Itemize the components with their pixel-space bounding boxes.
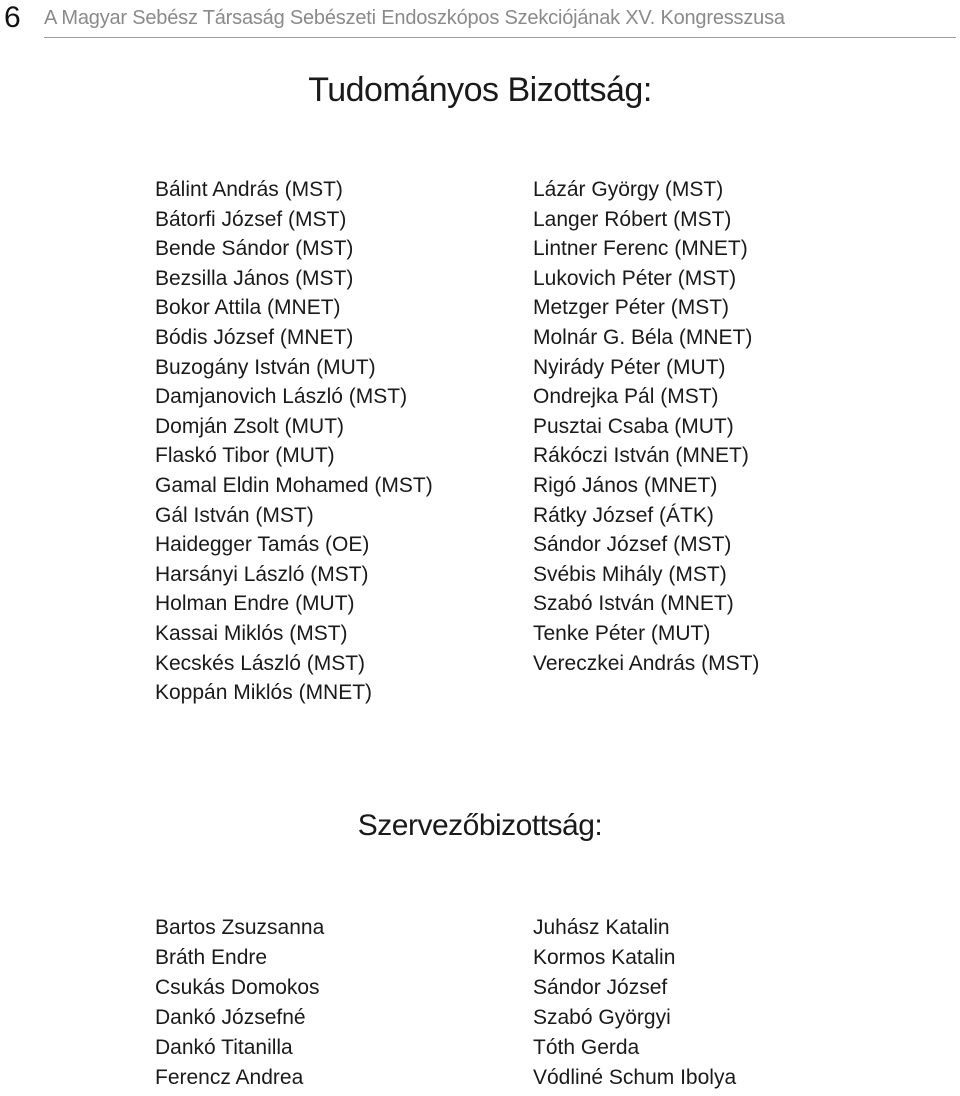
committee-member: Langer Róbert (MST) xyxy=(533,207,732,231)
committee-member: Bende Sándor (MST) xyxy=(155,237,354,261)
page-number: 6 xyxy=(4,1,21,34)
organizer-member: Vódliné Schum Ibolya xyxy=(533,1066,737,1089)
committee-member: Vereczkei András (MST) xyxy=(533,651,760,675)
committee-member: Bódis József (MNET) xyxy=(155,325,354,349)
committee-member: Holman Endre (MUT) xyxy=(155,592,355,616)
page-header xyxy=(0,0,960,40)
committee-member: Sándor József (MST) xyxy=(533,533,732,557)
committee-member: Pusztai Csaba (MUT) xyxy=(533,414,734,438)
committee-member: Harsányi László (MST) xyxy=(155,562,369,586)
organizer-member: Ferencz Andrea xyxy=(155,1066,304,1089)
committee-member: Bátorfi József (MST) xyxy=(155,207,347,231)
committee-member: Kecskés László (MST) xyxy=(155,651,366,675)
running-title: A Magyar Sebész Társaság Sebészeti Endoszkópos Szekciójának XV. Kongresszusa xyxy=(44,7,785,29)
scientific-committee-title: Tudományos Bizottság: xyxy=(308,71,652,109)
organizer-member: Sándor József xyxy=(533,976,668,999)
committee-member: Gamal Eldin Mohamed (MST) xyxy=(155,473,433,497)
committee-member: Metzger Péter (MST) xyxy=(533,296,730,320)
committee-member: Rigó János (MNET) xyxy=(533,473,718,497)
committee-member: Lintner Ferenc (MNET) xyxy=(533,237,748,261)
committee-member: Tenke Péter (MUT) xyxy=(533,621,711,645)
organizer-member: Csukás Domokos xyxy=(155,976,320,999)
organizer-member: Bartos Zsuzsanna xyxy=(155,916,325,939)
committee-member: Lázár György (MST) xyxy=(533,178,724,201)
committee-member: Bokor Attila (MNET) xyxy=(155,296,341,320)
organizing-committee-title: Szervezőbizottság: xyxy=(357,809,603,842)
committee-member: Domján Zsolt (MUT) xyxy=(155,414,345,438)
scientific-committee-left-list xyxy=(155,175,433,708)
committee-member: Flaskó Tibor (MUT) xyxy=(155,444,335,468)
committee-member: Bezsilla János (MST) xyxy=(155,266,354,290)
committee-member: Rátky József (ÁTK) xyxy=(533,503,714,527)
committee-member: Molnár G. Béla (MNET) xyxy=(533,325,753,349)
committee-member: Koppán Miklós (MNET) xyxy=(155,681,373,705)
committee-member: Rákóczi István (MNET) xyxy=(533,444,749,468)
committee-member: Damjanovich László (MST) xyxy=(155,385,408,409)
committee-member: Szabó István (MNET) xyxy=(533,592,734,616)
organizer-member: Bráth Endre xyxy=(155,946,268,969)
organizer-member: Juhász Katalin xyxy=(533,916,670,939)
organizer-member: Kormos Katalin xyxy=(533,946,676,969)
committee-member: Bálint András (MST) xyxy=(155,178,343,201)
committee-member: Haidegger Tamás (OE) xyxy=(155,533,370,557)
committee-member: Svébis Mihály (MST) xyxy=(533,562,727,586)
committee-member: Lukovich Péter (MST) xyxy=(533,266,737,290)
committee-member: Kassai Miklós (MST) xyxy=(155,621,348,645)
organizing-committee-left-list xyxy=(155,913,324,1093)
committee-member: Buzogány István (MUT) xyxy=(155,355,376,379)
committee-member: Nyirády Péter (MUT) xyxy=(533,355,726,379)
organizer-member: Szabó Györgyi xyxy=(533,1006,671,1029)
organizer-member: Dankó Titanilla xyxy=(155,1036,293,1059)
scientific-committee-right-list xyxy=(533,175,759,678)
organizer-member: Dankó Józsefné xyxy=(155,1006,306,1029)
header-rule xyxy=(44,37,956,38)
committee-member: Ondrejka Pál (MST) xyxy=(533,385,719,409)
organizing-committee-right-list xyxy=(533,913,736,1093)
organizer-member: Tóth Gerda xyxy=(533,1036,640,1059)
committee-member: Gál István (MST) xyxy=(155,503,314,527)
